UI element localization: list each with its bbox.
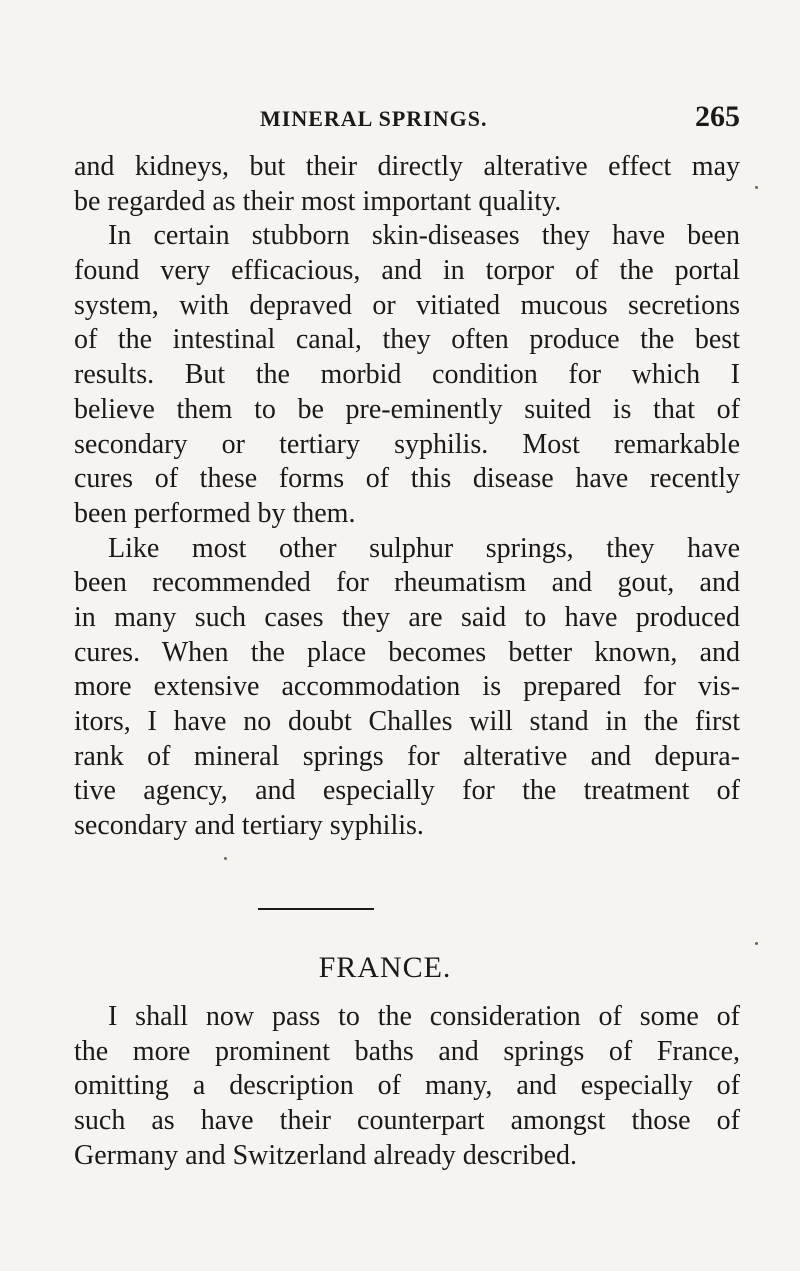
text-line: found very efficacious, and in torpor of the portal [74, 255, 740, 287]
text-line: secondary or tertiary syphilis. Most remarkable [74, 428, 740, 460]
text-line: secondary and tertiary syphilis. [74, 810, 424, 842]
text-line: such as have their counterpart amongst those of [74, 1105, 740, 1137]
text-line: the more prominent baths and springs of France, [74, 1035, 740, 1067]
text-line: Germany and Switzerland already described. [74, 1139, 578, 1171]
text-line: be regarded as their most important quality. [74, 185, 562, 217]
running-head: MINERAL SPRINGS. [260, 106, 488, 131]
text-line: of the intestinal canal, they often produce the best [74, 324, 740, 356]
text-line: omitting a description of many, and especially of [74, 1070, 740, 1102]
text-line: in many such cases they are said to have produced [74, 601, 740, 633]
text-line: believe them to be pre-eminently suited is that of [74, 393, 740, 425]
paper-speck [755, 186, 758, 189]
text-line: results. But the morbid condition for which I [74, 359, 740, 391]
text-line: been recommended for rheumatism and gout, and [74, 567, 740, 599]
text-line: cures. When the place becomes better known, and [74, 636, 740, 668]
text-line: rank of mineral springs for alterative and depura- [74, 740, 740, 772]
text-line: tive agency, and especially for the treatment of [74, 775, 740, 807]
section-heading: FRANCE. [318, 951, 452, 984]
text-line: system, with depraved or vitiated mucous secretions [74, 289, 740, 321]
section-divider [258, 908, 374, 910]
text-line: itors, I have no doubt Challes will stand in the first [74, 706, 740, 737]
text-line: Like most other sulphur springs, they have [108, 532, 740, 564]
body-text [74, 150, 740, 844]
text-line: and kidneys, but their directly alterative effect may [74, 151, 740, 182]
page-number: 265 [695, 100, 740, 133]
text-line: I shall now pass to the consideration of some of [108, 1001, 740, 1032]
section-text [74, 1000, 740, 1173]
page-header [74, 100, 740, 140]
text-line: more extensive accommodation is prepared for vis- [74, 671, 740, 703]
paper-speck [755, 942, 758, 945]
paper-speck [224, 857, 227, 860]
text-line: been performed by them. [74, 497, 356, 529]
text-line: cures of these forms of this disease have recently [74, 463, 740, 495]
text-line: In certain stubborn skin-diseases they have been [108, 220, 740, 252]
